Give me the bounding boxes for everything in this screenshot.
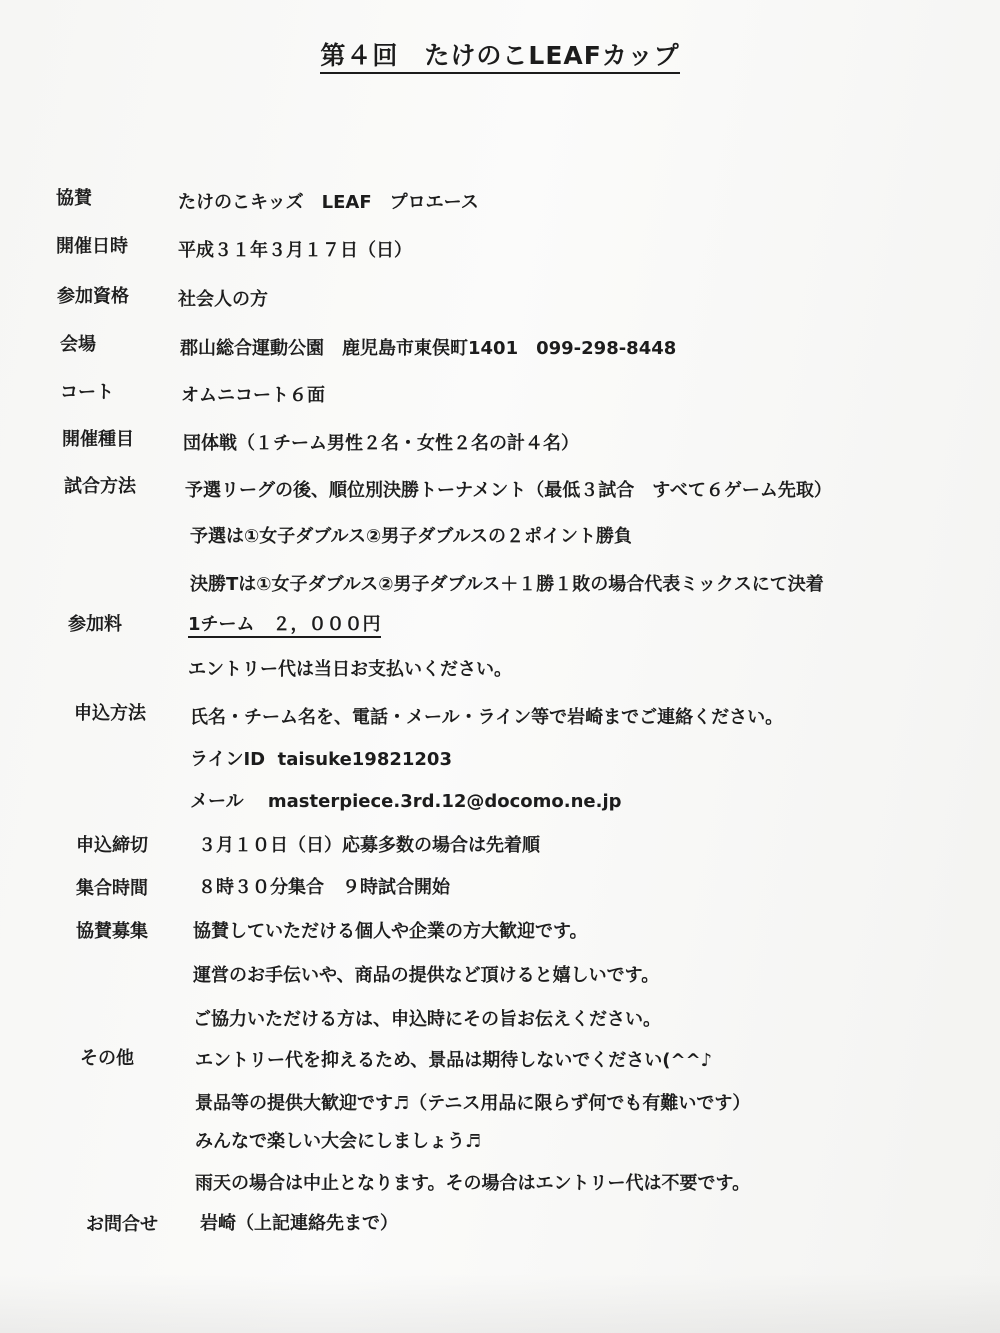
value-contact: 岩崎（上記連絡先まで） (200, 1213, 398, 1234)
value-format-line-3: 決勝Tは①女子ダブルス②男子ダブルス＋１勝１敗の場合代表ミックスにて決着 (190, 574, 824, 595)
value-format-line-1: 予選リーグの後、順位別決勝トーナメント（最低３試合 すべて６ゲーム先取） (185, 480, 832, 501)
label-sponsor: 協賛 (56, 188, 92, 209)
value-other-line-3: みんなで楽しい大会にしましょう♬ (195, 1131, 482, 1152)
value-recruit-line-3: ご協力いただける方は、申込時にその旨お伝えください。 (193, 1009, 661, 1030)
value-court: オムニコート６面 (181, 385, 325, 406)
page-shadow (0, 1273, 1000, 1333)
value-fee-note: エントリー代は当日お支払いください。 (188, 659, 512, 680)
label-other: その他 (80, 1048, 134, 1069)
value-event: 団体戦（１チーム男性２名・女性２名の計４名） (183, 433, 579, 454)
label-format: 試合方法 (64, 476, 136, 497)
value-recruit-line-1: 協賛していただける個人や企業の方大歓迎です。 (193, 921, 588, 942)
label-recruit: 協賛募集 (76, 921, 148, 942)
label-eligibility: 参加資格 (57, 286, 129, 307)
label-meeting: 集合時間 (76, 878, 148, 899)
label-deadline: 申込締切 (76, 835, 148, 856)
label-date: 開催日時 (56, 236, 128, 257)
value-eligibility: 社会人の方 (178, 289, 268, 310)
page-title: 第４回 たけのこLEAFカップ (0, 36, 1000, 72)
value-venue: 郡山総合運動公園 鹿児島市東俣町1401 099-298-8448 (180, 338, 677, 359)
value-other-line-1: エントリー代を抑えるため、景品は期待しないでください(^^♪ (195, 1050, 713, 1071)
value-recruit-line-2: 運営のお手伝いや、商品の提供など頂けると嬉しいです。 (193, 965, 660, 986)
label-contact: お問合せ (86, 1214, 158, 1235)
label-venue: 会場 (60, 334, 96, 355)
value-apply-line-1: 氏名・チーム名を、電話・メール・ライン等で岩崎までご連絡ください。 (190, 707, 784, 728)
label-event: 開催種目 (62, 429, 134, 450)
label-apply: 申込方法 (74, 703, 146, 724)
label-fee: 参加料 (68, 614, 122, 635)
value-fee-amount: 1チーム ２，０００円 (188, 610, 381, 636)
label-court: コート (60, 382, 114, 403)
value-sponsor: たけのこキッズ LEAF プロエース (178, 192, 479, 213)
value-deadline: ３月１０日（日）応募多数の場合は先着順 (198, 835, 540, 856)
value-other-line-2: 景品等の提供大歓迎です♬（テニス用品に限らず何でも有難いです） (195, 1093, 751, 1114)
value-date: 平成３１年３月１７日（日） (178, 240, 412, 261)
value-apply-line-2: ラインID taisuke19821203 (190, 749, 452, 770)
value-meeting: ８時３０分集合 ９時試合開始 (198, 877, 450, 898)
value-other-line-4: 雨天の場合は中止となります。その場合はエントリー代は不要です。 (195, 1173, 751, 1194)
value-apply-line-3: メール masterpiece.3rd.12@docomo.ne.jp (190, 791, 622, 812)
value-format-line-2: 予選は①女子ダブルス②男子ダブルスの２ポイント勝負 (190, 526, 632, 547)
